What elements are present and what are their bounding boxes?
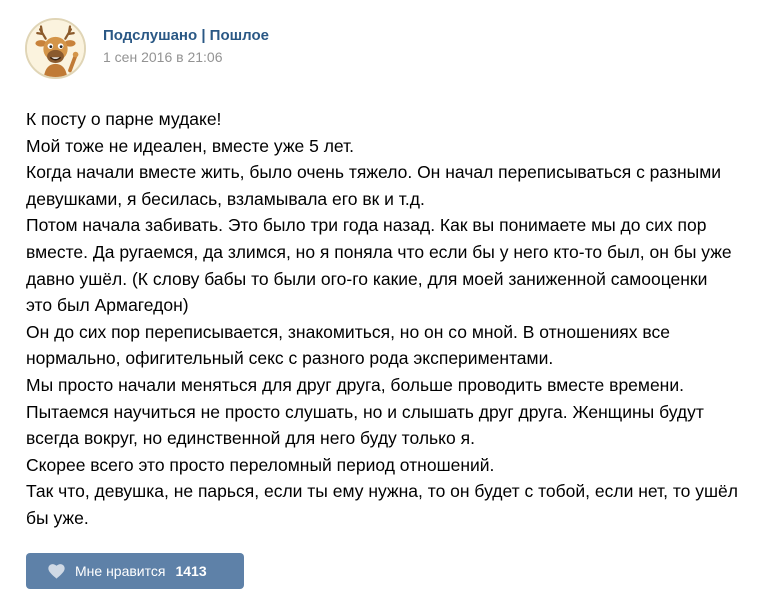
post-text-line: это был Армагедон)	[26, 295, 189, 316]
post-text-line: Мы просто начали меняться для друг друга, больше проводить вместе времени.	[26, 374, 684, 395]
post-text-line: К посту о парне мудаке!	[26, 109, 222, 129]
post-text-line: нормально, офигительный секс с разного рода экспериментами.	[26, 348, 554, 369]
like-button[interactable]	[26, 553, 244, 589]
post-text-line: Скорее всего это просто переломный период отношений.	[26, 454, 495, 475]
post-text-line: Он до сих пор переписывается, знакомиться, но он со мной. В отношениях все	[26, 321, 670, 342]
post-text-line: Так что, девушка, не парься, если ты ему нужна, то он будет с тобой, если нет, то ушёл	[26, 481, 738, 502]
post-text-line: Когда начали вместе жить, было очень тяжело. Он начал переписываться с разными	[26, 162, 722, 183]
like-label: Мне нравится	[75, 563, 166, 579]
post-text-line: вместе. Да ругаемся, да злимся, но я поняла что если бы у него кто-то был, он бы уже	[26, 241, 732, 262]
post-text-line: давно ушёл. (К слову бабы то были ого-го какие, для моей заниженной самооценки	[26, 268, 708, 289]
post-text-line: девушками, я бесилась, взламывала его вк и т.д.	[26, 188, 425, 209]
post-text-line: Потом начала забивать. Это было три года назад. Как вы понимаете мы до сих пор	[26, 215, 707, 236]
deer-avatar-icon[interactable]	[25, 18, 86, 79]
post-date[interactable]: 1 сен 2016 в 21:06	[103, 48, 223, 65]
post-text-line: Мой тоже не идеален, вместе уже 5 лет.	[26, 135, 355, 156]
post-author-link[interactable]: Подслушано | Пошлое	[103, 26, 269, 44]
post-text-line: всегда вокруг, но единственной для него буду только я.	[26, 428, 475, 449]
post-text	[26, 106, 766, 532]
post-text-line: Пытаемся научиться не просто слушать, но и слышать друг друга. Женщины будут	[26, 401, 704, 422]
heart-icon	[48, 564, 65, 579]
post-header	[25, 17, 269, 79]
post-text-line: бы уже.	[26, 507, 89, 528]
post-meta	[103, 26, 269, 67]
like-count: 1413	[175, 563, 207, 579]
